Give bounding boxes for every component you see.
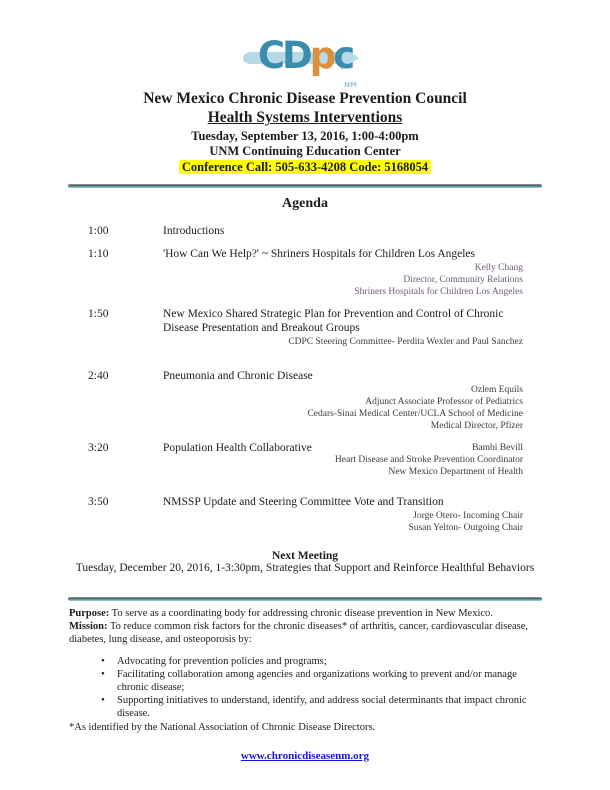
agenda-item xyxy=(88,247,610,298)
speaker-line: Cedars-Sinai Medical Center/UCLA School of Medicine xyxy=(307,408,523,419)
mission-bullet-list xyxy=(69,655,541,720)
mission-line xyxy=(69,620,541,646)
speaker-line: Ozlem Equils xyxy=(471,384,523,395)
speaker-line: Shriners Hospitals for Children Los Angeles xyxy=(354,286,523,297)
speaker-line: Susan Yelton- Outgoing Chair xyxy=(408,522,523,533)
bullet-item: • Supporting initiatives to understand, identify, and address social determinants that impact chronic disease. xyxy=(117,694,541,720)
agenda-item xyxy=(88,441,610,478)
agenda-item xyxy=(88,495,610,534)
agenda-item-title: Population Health Collaborative xyxy=(163,441,312,454)
conference-call-line xyxy=(0,160,610,175)
divider-rule-bottom xyxy=(68,597,542,601)
conference-call-highlight: Conference Call: 505-633-4208 Code: 5168054 xyxy=(179,160,431,174)
speaker-line: Kelly Chang xyxy=(474,262,523,273)
agenda-list xyxy=(88,224,610,534)
agenda-item-title: Introductions xyxy=(163,224,225,237)
logo-nm-subscript: NM xyxy=(344,81,357,89)
logo-letter-c: c xyxy=(333,34,353,77)
mission-label: Mission: xyxy=(69,620,108,632)
logo-letters-cd: CD xyxy=(257,34,310,77)
purpose-line xyxy=(69,607,541,620)
agenda-item-title: Pneumonia and Chronic Disease xyxy=(163,369,313,382)
website-line xyxy=(0,750,610,762)
bullet-item: • Advocating for prevention policies and programs; xyxy=(117,655,541,668)
agenda-item xyxy=(88,307,610,348)
agenda-time: 1:50 xyxy=(88,307,109,320)
footer-body xyxy=(69,607,541,734)
agenda-time: 1:10 xyxy=(88,247,109,260)
agenda-time: 3:20 xyxy=(88,441,109,454)
agenda-item-title: New Mexico Shared Strategic Plan for Prevention and Control of Chronic Disease Presentation and Breakout Groups xyxy=(163,307,504,334)
speaker-line: New Mexico Department of Health xyxy=(388,466,523,477)
agenda-heading: Agenda xyxy=(282,195,328,211)
speaker-block xyxy=(163,336,523,348)
speaker-block xyxy=(163,262,523,298)
speaker-line: Director, Community Relations xyxy=(403,274,523,285)
website-link[interactable]: www.chronicdiseasenm.org xyxy=(240,749,370,762)
speaker-line: Heart Disease and Stroke Prevention Coordinator xyxy=(334,454,523,465)
next-meeting-detail: Tuesday, December 20, 2016, 1-3:30pm, Strategies that Support and Reinforce Healthful Behaviors xyxy=(75,561,535,574)
speaker-block xyxy=(163,510,523,534)
cdpc-logo xyxy=(239,33,371,89)
agenda-time: 1:00 xyxy=(88,224,109,237)
bullet-item: • Facilitating collaboration among agencies and organizations working to prevent and/or manage chronic disease; xyxy=(117,668,541,694)
speaker-line: Medical Director, Pfizer xyxy=(430,420,523,431)
agenda-item xyxy=(88,369,610,432)
speaker-line: Adjunct Associate Professor of Pediatrics xyxy=(365,396,523,407)
agenda-item xyxy=(88,224,610,238)
mission-text: To reduce common risk factors for the chronic diseases* of arthritis, cancer, cardiovascular disease, diabetes, lung disease, and osteoporosis by: xyxy=(69,620,529,645)
agenda-item-title: 'How Can We Help?' ~ Shriners Hospitals for Children Los Angeles xyxy=(163,247,476,260)
footnote: *As identified by the National Association of Chronic Disease Directors. xyxy=(69,721,376,733)
speaker-line: CDPC Steering Committee- Perdita Wexler and Paul Sanchez xyxy=(288,336,523,347)
meeting-datetime: Tuesday, September 13, 2016, 1:00-4:00pm xyxy=(191,129,419,144)
meeting-venue: UNM Continuing Education Center xyxy=(209,144,401,159)
speaker-line: Bambi Bevill xyxy=(472,442,523,453)
document-subtitle: Health Systems Interventions xyxy=(207,109,403,127)
purpose-label: Purpose: xyxy=(69,607,110,619)
document-title: New Mexico Chronic Disease Prevention Council xyxy=(143,90,467,107)
speaker-block xyxy=(163,384,523,432)
next-meeting-heading: Next Meeting xyxy=(271,549,339,562)
agenda-time: 3:50 xyxy=(88,495,109,508)
purpose-text: To serve as a coordinating body for addressing chronic disease prevention in New Mexico. xyxy=(109,607,493,619)
divider-rule-top xyxy=(68,184,542,188)
speaker-line: Jorge Otero- Incoming Chair xyxy=(413,510,523,521)
agenda-time: 2:40 xyxy=(88,369,109,382)
agenda-item-title: NMSSP Update and Steering Committee Vote and Transition xyxy=(163,495,444,508)
logo-letter-p: p xyxy=(309,34,334,77)
logo-text xyxy=(239,33,371,79)
